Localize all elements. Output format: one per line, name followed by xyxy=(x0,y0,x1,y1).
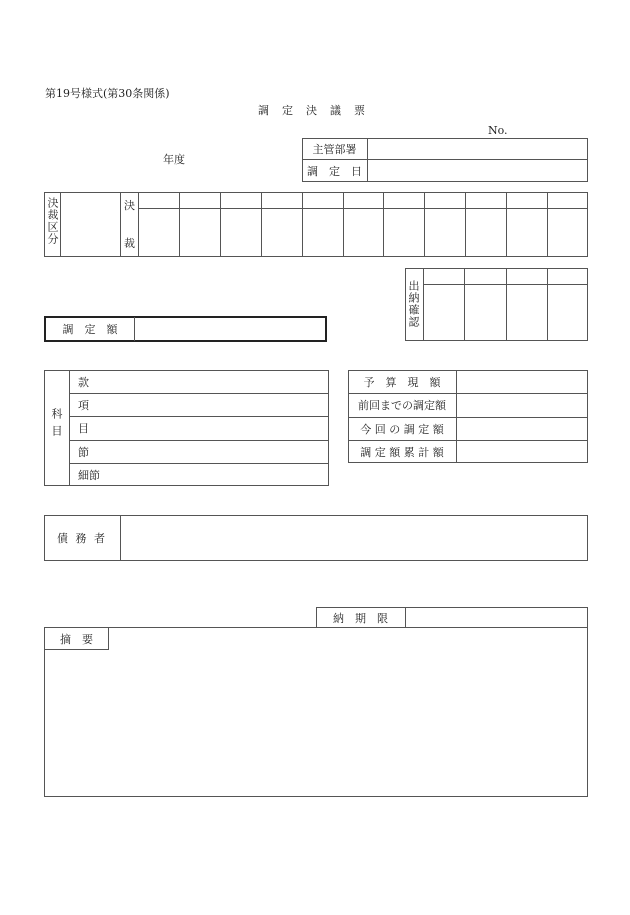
approval-label-bottom: 裁 xyxy=(124,237,135,250)
approver-title-cell[interactable] xyxy=(384,193,423,208)
deadline-field[interactable] xyxy=(406,608,587,627)
approver-stamp-cell[interactable] xyxy=(344,209,383,256)
approver-stamp-cell[interactable] xyxy=(303,209,342,256)
debtor-field[interactable] xyxy=(121,516,587,560)
approver-stamp-cell[interactable] xyxy=(384,209,423,256)
budget-row-label: 予 算 現 額 xyxy=(363,375,441,389)
confirm-stamp-cell[interactable] xyxy=(507,285,546,340)
budget-row-field[interactable] xyxy=(457,394,587,415)
subject-row-field[interactable] xyxy=(125,394,327,415)
number-label: No. xyxy=(488,124,508,137)
amount-label: 調 定 額 xyxy=(62,323,118,336)
subject-group-label: 科目 xyxy=(50,408,63,442)
approver-stamp-cell[interactable] xyxy=(507,209,546,256)
approver-title-cell[interactable] xyxy=(344,193,383,208)
budget-row-label: 今 回 の 調 定 額 xyxy=(360,422,444,436)
subject-row-label: 項 xyxy=(78,398,89,412)
approval-label-top: 決 xyxy=(124,199,135,212)
approver-title-cell[interactable] xyxy=(466,193,505,208)
subject-row-label: 款 xyxy=(78,375,89,389)
deadline-label: 納 期 限 xyxy=(333,611,388,625)
subject-row-label: 節 xyxy=(78,445,89,459)
confirm-stamp-cell[interactable] xyxy=(424,285,463,340)
budget-row-field[interactable] xyxy=(457,441,587,462)
subject-row-field[interactable] xyxy=(125,417,327,438)
budget-row-label: 前回までの調定額 xyxy=(358,398,446,412)
approver-stamp-cell[interactable] xyxy=(466,209,505,256)
subject-row-field[interactable] xyxy=(125,464,327,485)
confirm-stamp-cell[interactable] xyxy=(465,285,504,340)
approver-stamp-cell[interactable] xyxy=(425,209,464,256)
approver-title-cell[interactable] xyxy=(180,193,219,208)
amount-field[interactable] xyxy=(135,318,325,340)
page-title: 調 定 決 議 票 xyxy=(258,104,366,117)
approver-title-cell[interactable] xyxy=(221,193,260,208)
fiscal-year-label: 年度 xyxy=(163,153,185,166)
approver-title-cell[interactable] xyxy=(507,193,546,208)
confirm-stamp-cell[interactable] xyxy=(548,285,587,340)
decision-category-field[interactable] xyxy=(61,193,120,256)
budget-row-field[interactable] xyxy=(457,418,587,439)
approver-stamp-cell[interactable] xyxy=(221,209,260,256)
department-label: 主管部署 xyxy=(312,143,357,156)
approver-stamp-cell[interactable] xyxy=(139,209,178,256)
budget-row-field[interactable] xyxy=(457,371,587,392)
payment-confirm-label: 出納確認 xyxy=(407,280,420,328)
department-field[interactable] xyxy=(368,139,587,159)
summary-label: 摘 要 xyxy=(60,632,93,646)
approver-stamp-cell[interactable] xyxy=(548,209,587,256)
approver-stamp-cell[interactable] xyxy=(180,209,219,256)
approver-title-cell[interactable] xyxy=(303,193,342,208)
budget-row-label: 調 定 額 累 計 額 xyxy=(360,445,444,459)
subject-row-field[interactable] xyxy=(125,371,327,392)
approver-title-cell[interactable] xyxy=(548,193,587,208)
approver-stamp-cell[interactable] xyxy=(262,209,301,256)
approver-title-cell[interactable] xyxy=(425,193,464,208)
form-number: 第19号様式(第30条関係) xyxy=(45,87,170,100)
decision-category-label: 決裁区分 xyxy=(46,197,59,245)
subject-row-label: 目 xyxy=(78,421,89,435)
subject-row-field[interactable] xyxy=(125,441,327,462)
debtor-label: 債 務 者 xyxy=(57,532,107,545)
assessment-date-field[interactable] xyxy=(368,160,587,181)
assessment-date-label: 調 定 日 xyxy=(307,164,362,178)
approver-title-cell[interactable] xyxy=(262,193,301,208)
subject-row-label: 細節 xyxy=(78,468,100,482)
approver-title-cell[interactable] xyxy=(139,193,178,208)
summary-field[interactable] xyxy=(45,651,587,796)
